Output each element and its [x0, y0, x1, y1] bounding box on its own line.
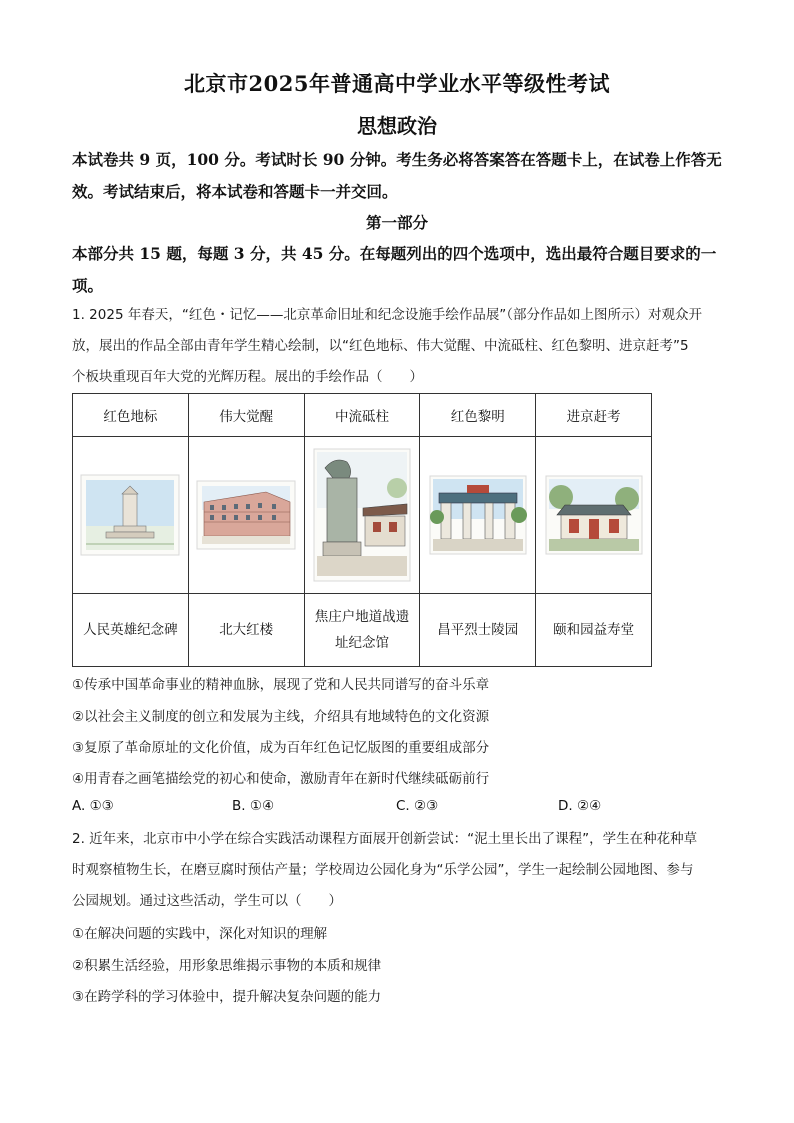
table-image-row [73, 437, 652, 594]
stem-line: 个板块重现百年大党的光辉历程。展出的手绘作品（ ） [72, 369, 423, 385]
statement-4: ④用青春之画笔描绘党的初心和使命，激励青年在新时代继续砥砺前行 [72, 771, 490, 787]
hall-sketch-image [545, 475, 643, 555]
cemetery-gate-sketch-image [429, 475, 527, 555]
memorial-statue-sketch-image [313, 448, 411, 582]
stem-line: 公园规划。通过这些活动，学生可以（ ） [72, 893, 342, 909]
option-d[interactable]: D. ②④ [558, 798, 602, 814]
statement-1: ①传承中国革命事业的精神血脉，展现了党和人民共同谱写的奋斗乐章 [72, 677, 490, 693]
table-name-cell [304, 594, 420, 667]
exam-title: 北京市2025年普通高中学业水平等级性考试 [184, 71, 610, 96]
question-1-stem [72, 300, 724, 393]
image-cell [188, 437, 304, 594]
statement-2: ②以社会主义制度的创立和发展为主线，介绍具有地域特色的文化资源 [72, 709, 490, 725]
stem-line: 放，展出的作品全部由青年学生精心绘制，以“红色地标、伟大觉醒、中流砥柱、红色黎明、进京赶考”5 [72, 338, 689, 354]
section-desc-line: 项。 [72, 276, 104, 295]
name-line: 焦庄户地道战遗 [314, 609, 410, 625]
q2-statement-1: ①在解决问题的实践中，深化对知识的理解 [72, 926, 328, 942]
table-header-cell: 中流砥柱 [304, 394, 420, 437]
option-a[interactable]: A. ①③ [72, 798, 114, 814]
table-name-cell: 颐和园益寿堂 [536, 594, 652, 667]
answer-options [72, 798, 724, 820]
question-2-stem [72, 824, 724, 917]
q2-statement-3: ③在跨学科的学习体验中，提升解决复杂问题的能力 [72, 989, 382, 1005]
red-building-sketch-image [196, 480, 296, 550]
image-cell [420, 437, 536, 594]
section-title: 第一部分 [365, 213, 428, 232]
section-desc-line: 本部分共 15 题，每题 3 分，共 45 分。在每题列出的四个选项中，选出最符合题目要求的一 [72, 244, 717, 263]
table-header-row [73, 394, 652, 437]
table-header-cell: 伟大觉醒 [188, 394, 304, 437]
table-header-cell: 红色地标 [73, 394, 189, 437]
image-cell [304, 437, 420, 594]
stem-line: 2. 近年来，北京市中小学在综合实践活动课程方面展开创新尝试：“泥土里长出了课程”，学生在种花种草 [72, 831, 698, 847]
artwork-table [72, 393, 652, 667]
option-c[interactable]: C. ②③ [396, 798, 439, 814]
stem-line: 1. 2025 年春天，“红色・记忆——北京革命旧址和纪念设施手绘作品展”（部分作品如上图所示）对观众开 [72, 307, 703, 323]
table-name-row [73, 594, 652, 667]
table-header-cell: 红色黎明 [420, 394, 536, 437]
table-header-cell: 进京赶考 [536, 394, 652, 437]
exam-instructions [72, 144, 724, 208]
section-description [72, 238, 724, 302]
exam-subject: 思想政治 [357, 114, 437, 138]
statement-3: ③复原了革命原址的文化价值，成为百年红色记忆版图的重要组成部分 [72, 740, 490, 756]
image-cell [536, 437, 652, 594]
table-name-cell: 昌平烈士陵园 [420, 594, 536, 667]
instruction-line: 本试卷共 9 页，100 分。考试时长 90 分钟。考生务必将答案答在答题卡上，在试卷上作答无 [72, 150, 722, 169]
table-name-cell: 人民英雄纪念碑 [73, 594, 189, 667]
name-line: 址纪念馆 [334, 635, 389, 651]
q2-statement-2: ②积累生活经验，用形象思维揭示事物的本质和规律 [72, 958, 382, 974]
table-name-cell: 北大红楼 [188, 594, 304, 667]
stem-line: 时观察植物生长，在磨豆腐时预估产量；学校周边公园化身为“乐学公园”，学生一起绘制公园地图、参与 [72, 862, 694, 878]
option-b[interactable]: B. ①④ [232, 798, 275, 814]
image-cell [73, 437, 189, 594]
monument-sketch-image [80, 474, 180, 556]
instruction-line: 效。考试结束后，将本试卷和答题卡一并交回。 [72, 182, 398, 201]
